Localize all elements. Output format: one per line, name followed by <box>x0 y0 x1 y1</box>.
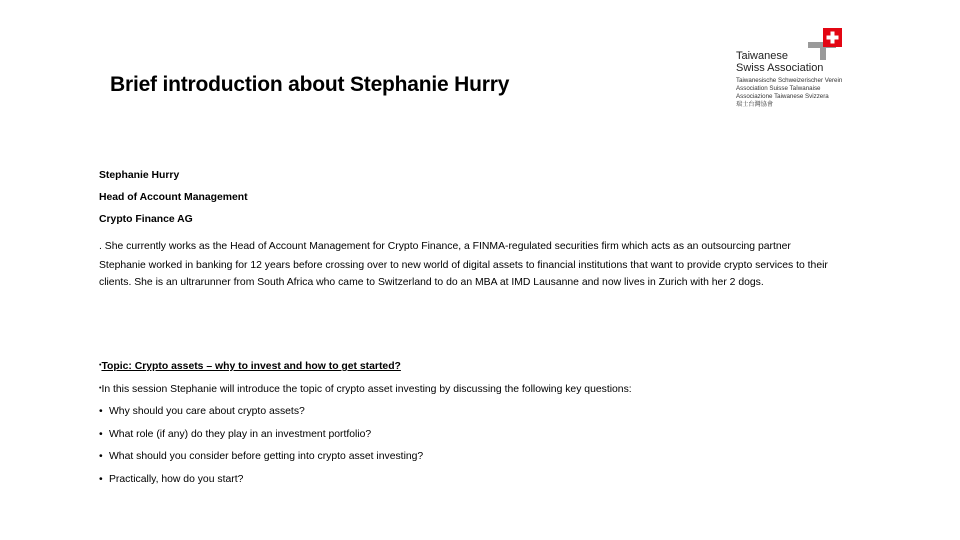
logo-name-line1: Taiwanese <box>736 50 788 62</box>
logo-sub-it: Associazione Taiwanese Svizzera <box>736 93 829 100</box>
bullet-icon: • <box>99 362 102 369</box>
speaker-role: Head of Account Management <box>99 192 248 203</box>
session-intro-text: In this session Stephanie will introduce the topic of crypto asset investing by discussing the following key questions: <box>101 384 632 395</box>
question-text: What should you consider before getting into crypto asset investing? <box>109 451 424 462</box>
bullet-icon: • <box>99 406 103 417</box>
question-list <box>99 404 839 494</box>
logo-sub-fr: Association Suisse Taïwanaise <box>736 85 821 92</box>
question-text: What role (if any) do they play in an investment portfolio? <box>109 428 372 440</box>
list-item <box>99 427 839 450</box>
session-topic <box>99 358 839 381</box>
list-item <box>99 472 839 495</box>
speaker-company: Crypto Finance AG <box>99 214 193 225</box>
question-text: Practically, how do you start? <box>109 473 244 485</box>
logo-subtitles <box>736 77 842 109</box>
bullet-icon: • <box>99 473 103 485</box>
session-details <box>99 358 839 494</box>
bio-paragraph-2: Stephanie worked in banking for 12 years before crossing over to new world of digital assets to financial institutions that want to provide crypto services to their clients. She is an ultrarunner from South Africa who came to Switzerland to do an MBA at IMD Lausanne and now lives in Zurich with her 2 dogs. <box>99 260 828 288</box>
association-logo <box>736 28 866 120</box>
bio-paragraph-1: . She currently works as the Head of Account Management for Crypto Finance, a FINMA-regulated securities firm which acts as an outsourcing partner <box>99 241 791 252</box>
question-text: Why should you care about crypto assets? <box>109 406 305 417</box>
bullet-icon: • <box>99 451 103 462</box>
logo-sub-zh: 瑞士台灣協會 <box>736 101 774 108</box>
bullet-icon: • <box>99 385 102 392</box>
list-item <box>99 449 839 472</box>
logo-name <box>736 50 823 74</box>
session-topic-text: Topic: Crypto assets – why to invest and how to get started? <box>101 361 401 372</box>
speaker-name: Stephanie Hurry <box>99 170 180 181</box>
bullet-icon: • <box>99 428 103 440</box>
speaker-info <box>99 168 839 291</box>
list-item <box>99 404 839 427</box>
logo-sub-de: Taiwanesische Schweizerischer Verein <box>736 77 843 84</box>
session-intro <box>99 381 839 404</box>
slide-title: Brief introduction about Stephanie Hurry <box>110 73 510 96</box>
logo-name-line2: Swiss Association <box>736 62 824 74</box>
